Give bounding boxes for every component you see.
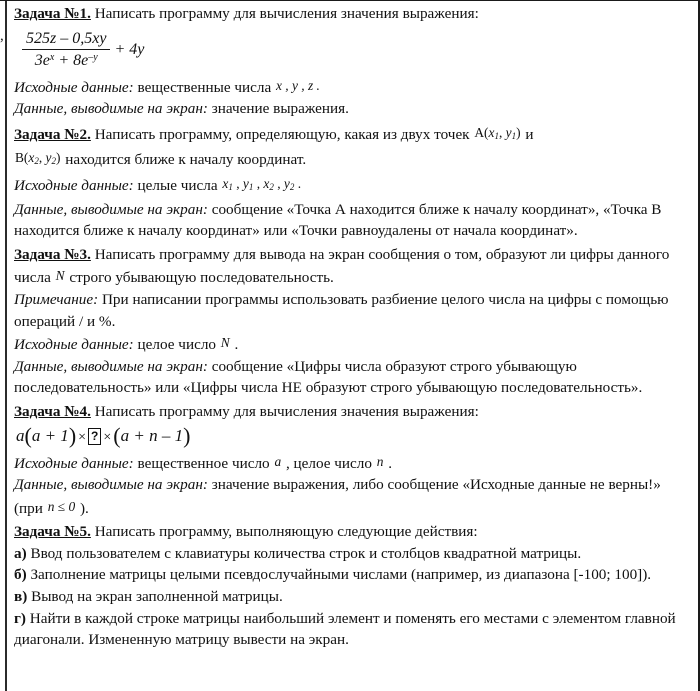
task-4-statement: Написать программу для вычисления значения выражения:: [90, 402, 479, 420]
task-2-output-line: [14, 199, 688, 242]
task-4-input-var-a: a: [274, 453, 282, 469]
task-1-input-label: Исходные данные:: [14, 78, 134, 96]
task-2-point-b: $B(x_2$, $y_2$): [15, 150, 61, 167]
task-4-expression: [14, 423, 688, 451]
task-5: [14, 521, 688, 651]
task-4-input-text-b: , целое число: [282, 454, 376, 472]
task-1-output-text: значение выражения.: [207, 100, 349, 118]
denominator-plus: + 8e: [54, 51, 89, 69]
task-2-statement-cont: находится ближе к началу координат.: [61, 151, 307, 169]
task-5-item-a-marker: а): [14, 544, 27, 562]
task-4-input-period: .: [384, 454, 393, 472]
denominator-term-2-exponent: –y: [88, 51, 98, 63]
task-2-input-text: целые числа: [133, 176, 222, 194]
task-3-note-label: Примечание:: [14, 290, 99, 308]
task-2-input-line: [14, 173, 688, 199]
task-4-input-var-n: n: [376, 453, 384, 469]
task-2-output-text: сообщение «Точка А находится ближе к началу координат», «Точка В находится ближе к началу координат» или «Точки равноудалены от начала координат».: [14, 200, 662, 240]
task-4: [14, 401, 688, 519]
expr-times-1: ×: [78, 429, 87, 445]
task-4-output-tail: ).: [76, 499, 89, 517]
task-5-label: Задача №5.: [14, 523, 91, 541]
task-3-heading: [14, 244, 688, 289]
task-3-statement-cont: строго убывающую последовательность.: [65, 269, 334, 287]
task-3-input-period: .: [230, 336, 239, 354]
task-5-item-g: [14, 608, 688, 651]
task-5-item-b-marker: б): [14, 566, 27, 584]
task-2-conjunction: и: [521, 125, 534, 143]
task-3: [14, 244, 688, 399]
task-1-output-line: [14, 98, 688, 120]
expr-inner-2: a + n – 1: [120, 425, 184, 445]
missing-glyph-placeholder-icon: ?: [88, 428, 101, 445]
expr-close-paren-2: ): [183, 422, 191, 448]
scan-artifact-comma: ,: [0, 28, 4, 44]
expr-open-paren-1: (: [24, 422, 32, 448]
task-4-label: Задача №4.: [14, 402, 91, 420]
task-5-item-g-text: Найти в каждой строке матрицы наибольший элемент и поменять его местами с элементом главной диагонали. Измененную матрицу вывести на экран.: [14, 609, 676, 649]
task-3-label: Задача №3.: [14, 245, 91, 263]
task-5-heading: [14, 521, 688, 543]
task-4-input-text-a: вещественное число: [133, 454, 274, 472]
task-4-output-text: значение выражения, либо сообщение «Исходные данные не верны!» (при: [14, 476, 661, 517]
task-2-input-label: Исходные данные:: [14, 176, 134, 194]
task-2-point-a: $A(x_1$, $y_1$): [474, 124, 521, 141]
task-2-output-label: Данные, выводимые на экран:: [14, 200, 208, 218]
task-3-var-n: N: [55, 268, 65, 284]
task-4-input-line: [14, 451, 688, 475]
document-content: [14, 1, 688, 651]
task-3-input-label: Исходные данные:: [14, 336, 134, 354]
task-1-label: Задача №1.: [14, 5, 91, 22]
task-4-output-label: Данные, выводимые на экран:: [14, 476, 208, 494]
task-5-statement: Написать программу, выполняющую следующие действия:: [90, 523, 478, 541]
task-2-heading: [14, 122, 688, 148]
task-3-input-text: целое число: [133, 336, 220, 354]
task-1-input-vars: x , y , z .: [276, 77, 320, 93]
denominator-term-1-base: 3e: [34, 51, 50, 69]
task-1-formula: [14, 25, 688, 75]
fraction: [22, 30, 110, 70]
task-4-condition: n ≤ 0: [47, 498, 76, 514]
task-2-heading-cont: [14, 147, 688, 173]
expr-inner-1: a + 1: [31, 425, 69, 445]
task-5-item-v-marker: в): [14, 588, 28, 606]
task-3-output-label: Данные, выводимые на экран:: [14, 357, 208, 375]
task-5-item-a-text: Ввод пользователем с клавиатуры количества строк и столбцов квадратной матрицы.: [26, 544, 582, 562]
expr-times-2: ×: [103, 429, 112, 445]
task-3-statement: Написать программу для вывода на экран сообщения о том, образуют ли цифры данного числа: [14, 245, 670, 287]
expr-part-1: a: [16, 425, 25, 445]
task-4-input-label: Исходные данные:: [14, 454, 134, 472]
expr-open-paren-2: (: [113, 422, 121, 448]
fraction-numerator: 525z – 0,5xy: [22, 30, 110, 50]
page-left-rule: [5, 1, 7, 691]
task-3-output-text: сообщение «Цифры числа образуют строго убывающую последовательность» или «Цифры числа НЕ образуют строго убывающую последовательность».: [14, 357, 643, 397]
task-5-item-v: [14, 586, 688, 608]
denominator-term-1-exponent: x: [49, 51, 55, 63]
task-5-item-b-text: Заполнение матрицы целыми псевдослучайными числами (например, из диапазона [-100; 100]).: [26, 566, 652, 584]
task-1-heading: [14, 3, 688, 25]
task-1-statement: Написать программу для вычисления значения выражения:: [90, 5, 479, 22]
task-3-input-line: [14, 332, 688, 356]
fraction-tail: + 4y: [114, 40, 145, 58]
task-5-item-b: [14, 564, 688, 586]
task-1: [14, 3, 688, 120]
task-5-item-a: [14, 543, 688, 565]
task-2: [14, 122, 688, 242]
expr-close-paren-1: ): [68, 422, 77, 448]
task-4-heading: [14, 401, 688, 423]
task-5-item-g-marker: г): [14, 609, 26, 627]
task-2-statement: Написать программу, определяющую, какая из двух точек: [90, 125, 474, 143]
task-1-input-line: [14, 75, 688, 99]
task-3-input-var: N: [220, 335, 230, 351]
task-1-input-text: вещественные числа: [133, 78, 276, 96]
task-3-note-text: При написании программы использовать разбиение целого числа на цифры с помощью операций / и %.: [14, 290, 669, 330]
task-2-label: Задача №2.: [14, 125, 91, 143]
task-3-note-line: [14, 289, 688, 332]
task-1-output-label: Данные, выводимые на экран:: [14, 100, 208, 118]
task-5-item-v-text: Вывод на экран заполненной матрицы.: [27, 588, 283, 606]
task-3-output-line: [14, 356, 688, 399]
fraction-denominator: [22, 50, 110, 70]
task-2-input-vars: $x_1$ , $y_1$ , $x_2$ , $y_2$ .: [222, 175, 302, 192]
task-4-output-line: [14, 474, 688, 519]
